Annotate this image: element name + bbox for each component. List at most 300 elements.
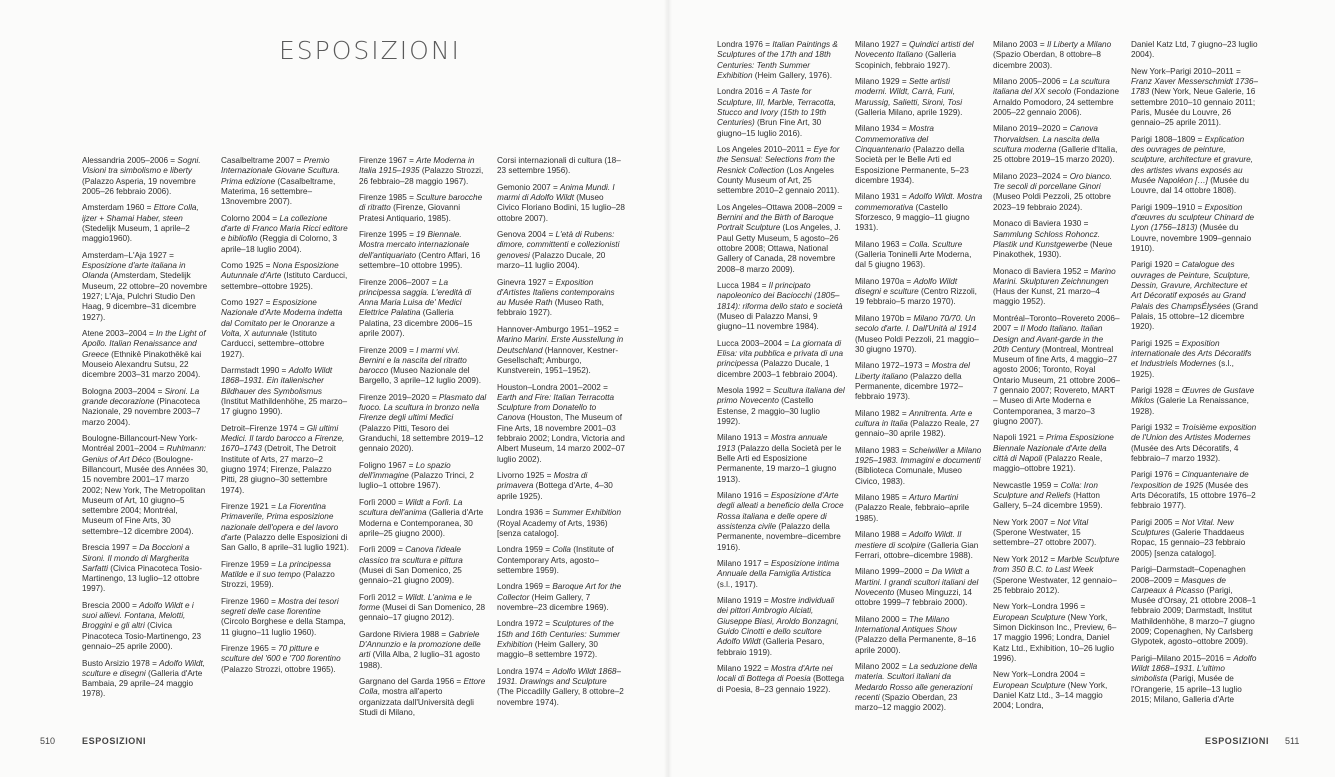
entry-place-year: Milano 1970a = <box>855 276 914 286</box>
entry-details: (Amsterdam, Stedelijk Museum, 22 ottobre–20 novembre 1927; L'Aja, Pulchri Studio Den Haag, 9 dicembre–31 dicembre 1927). <box>82 271 208 322</box>
entry-title: A Taste for Sculpture, III, Marble, Terracotta, Stucco and Ivory (15th to 19th Centuries) <box>717 87 836 128</box>
entry-title: Anima Mundi. I marmi di Adolfo Wildt <box>497 182 615 203</box>
entry-place-year: Newcastle 1959 = <box>993 480 1061 490</box>
entry-title: Adolfo Wildt e i suoi allievi. Fontana, Melotti, Broggini e gli altri <box>82 600 194 631</box>
exhibition-entry <box>359 156 487 187</box>
exhibition-entry <box>855 615 983 656</box>
exhibition-entry <box>1131 40 1259 61</box>
entry-place-year: Milano 1985 = <box>855 493 909 503</box>
exhibition-entry <box>855 361 983 402</box>
exhibition-entry <box>359 393 487 455</box>
entry-place-year: Firenze 2006–2007 = <box>359 277 439 287</box>
entry-title: Sculture barocche di ritratto <box>359 193 483 213</box>
entry-title: Sculptures of the 15th and 16th Centuries: Summer Exhibition <box>497 619 620 650</box>
exhibition-entry <box>717 433 845 484</box>
exhibition-entry <box>855 77 983 118</box>
exhibition-entry <box>497 183 625 224</box>
entry-title: Mostre individuali dei pittori Ambrogio Alciati, Giuseppe Biasi, Aroldo Bonzagni, Guido Cinotti e dello scultore Adolfo Wildt <box>717 596 839 647</box>
entry-place-year: Napoli 1921 = <box>993 433 1047 443</box>
entry-place-year: New York 2012 = <box>993 554 1058 564</box>
entry-place-year: Parigi 2005 = <box>1131 517 1182 527</box>
entry-title: La principessa saggia. L'eredità di Anna Maria Luisa de' Medici Elettrice Palatina <box>359 277 472 318</box>
entry-title: Baroque Art for the Collector <box>497 582 622 602</box>
entry-details: (Musée du Louvre, dal 14 ottobre 1808). <box>1131 175 1249 196</box>
entry-title: La giornata di Elisa: vita pubblica e privata di una principessa <box>717 338 844 369</box>
exhibition-entry <box>855 124 983 186</box>
entry-title: Catalogue des ouvrages de Peinture, Sculpture, Dessin, Gravure, Architecture et Art Décoratif exposés au Grand Palais des ChampsÉlysées <box>1131 260 1251 311</box>
exhibition-entry <box>993 481 1121 512</box>
entry-details: (Palazzo Strozzi, ottobre 1965). <box>221 664 336 674</box>
entry-title: Summer Exhibition <box>552 508 622 518</box>
text-column-8 <box>1131 40 1259 711</box>
running-footer-right: ESPOSIZIONI <box>1205 736 1270 746</box>
entry-place-year: Milano 2003 = <box>993 40 1047 49</box>
entry-details: (Villa Alba, 2 luglio–31 agosto 1988). <box>359 650 480 670</box>
entry-title: Ruhlmann: Genius of Art Déco <box>82 444 207 464</box>
exhibition-entry <box>82 203 210 244</box>
entry-details: (Galleria d'Arte Moderna e Contemporanea, 30 aprile–25 giugno 2000). <box>359 508 484 538</box>
entry-place-year: Houston–Londra 2001–2002 = <box>497 382 608 392</box>
exhibition-entry <box>359 461 487 492</box>
entry-details: (s.l., 1917). <box>717 579 758 589</box>
entry-details: (Castello Sforzesco, 9 maggio–11 giugno 1931). <box>855 202 970 233</box>
entry-place-year: Milano 1927 = <box>855 40 909 49</box>
exhibition-entry <box>497 508 625 539</box>
entry-title: Mostra annuale 1913 <box>717 433 828 453</box>
entry-details: (Palazzo della Società per le Belle Arti ed Esposizione Permanente, 5–23 dicembre 1934). <box>855 145 969 185</box>
exhibition-entry <box>1131 67 1259 129</box>
exhibition-entry <box>359 230 487 271</box>
entry-title: Cinquantenaire de l'exposition de 1925 <box>1131 470 1249 490</box>
entry-title: Il Liberty a Milano <box>1046 40 1112 49</box>
entry-title: Mostra di primavera <box>497 471 588 491</box>
entry-title: Canova Thorvaldsen. La nascita della scultura moderna <box>993 124 1100 155</box>
entry-place-year: Milano 1963 = <box>855 239 909 249</box>
entry-details: (Sperone Westwater, 12 gennaio–25 febbraio 2012). <box>993 575 1117 595</box>
entry-details: (New York, Neue Galerie, 16 settembre 2010–10 gennaio 2011; Paris, Musée du Louvre, 26 gennaio–25 aprile 2011). <box>1131 87 1256 128</box>
entry-place-year: Milano 1988 = <box>855 530 909 540</box>
entry-details: (Civica Pinacoteca Tosio-Martinengo, 23 gennaio–25 aprile 2000). <box>82 621 202 652</box>
exhibition-entry <box>497 619 625 660</box>
entry-title: Prima Esposizione Biennale Nazionale d'Arte della città di Napoli <box>993 433 1114 463</box>
exhibition-entry <box>82 251 210 323</box>
entry-place-year: Forlì 2000 = <box>359 497 406 507</box>
entry-place-year: Firenze 1967 = <box>359 156 417 165</box>
entry-place-year: Milano 2005–2006 = <box>993 77 1070 87</box>
entry-place-year: Firenze 1995 = <box>359 230 417 240</box>
entry-details: (Palazzo Asperia, 19 novembre 2005–26 febbraio 2006). <box>82 176 196 196</box>
entry-details: Corsi internazionali di cultura (18–23 settembre 1956). <box>497 156 621 176</box>
exhibition-entry <box>1131 565 1259 647</box>
exhibition-entry <box>1131 135 1259 197</box>
entry-details: (Neue Pinakothek, 1930). <box>993 239 1113 260</box>
entry-place-year: Bologna 2003–2004 = <box>82 386 165 396</box>
entry-place-year: Londra 1959 = <box>497 545 553 555</box>
entry-title: Premio Internazionale Giovane Scultura. Prima edizione <box>221 156 340 186</box>
exhibition-entry <box>717 386 845 427</box>
entry-details: (Haus der Kunst, 21 marzo–4 maggio 1952). <box>993 287 1100 307</box>
entry-place-year: Detroit–Firenze 1974 = <box>221 423 307 433</box>
exhibition-entry <box>497 383 625 465</box>
entry-details: (Fondazione Arnaldo Pomodoro, 24 settembre 2005–22 gennaio 2006). <box>993 87 1120 117</box>
entry-place-year: New York–Londra 1996 = <box>993 602 1086 612</box>
exhibition-entry <box>1131 260 1259 332</box>
entry-details: Daniel Katz Ltd, 7 giugno–23 luglio 2004). <box>1131 40 1258 60</box>
entry-place-year: Montréal–Toronto–Rovereto 2006–2007 = <box>993 313 1120 334</box>
entry-title: La collezione d'arte di Franco Maria Ricci editore e bibliofilo <box>221 213 348 244</box>
exhibition-entry <box>855 493 983 524</box>
entry-details: (Galleria Milano, aprile 1929). <box>855 107 963 117</box>
entry-title: Adolfo Wildt. Mostra commemorativa <box>855 192 983 212</box>
entry-details: (Grand Palais, 15 ottobre–12 dicembre 1920). <box>1131 301 1258 332</box>
entry-details: (Bottega di Poesia, 8–23 gennaio 1922). <box>717 674 844 694</box>
entry-place-year: Parigi 1909–1910 = <box>1131 202 1205 212</box>
entry-title: Arte Moderna in Italia 1915–1935 <box>359 156 475 176</box>
entry-title: Italian Paintings & Sculptures of the 17th and 18th Centuries: Tenth Summer Exhibition <box>717 40 838 80</box>
entry-place-year: Milano 1913 = <box>717 433 771 443</box>
entry-title: Adolfo Wildt, sculture e disegni <box>82 658 206 678</box>
exhibition-entry <box>855 662 983 713</box>
entry-details: (Castello Estense, 2 maggio–30 luglio 1992). <box>717 396 820 426</box>
text-column-7 <box>993 40 1121 718</box>
entry-place-year: Parigi 1928 = <box>1131 386 1182 396</box>
entry-title: Il principato napoleonico dei Baciocchi (1805–1814): riforma dello stato e società <box>717 280 843 311</box>
entry-place-year: Milano 1917 = <box>717 559 771 569</box>
entry-details: (Bottega d'Arte, 4–30 aprile 1925). <box>497 481 613 501</box>
entry-details: (Heim Gallery, 7 novembre–23 dicembre 1969). <box>497 592 609 612</box>
exhibition-entry <box>221 366 349 417</box>
entry-place-year: Los Angeles–Ottawa 2008–2009 = <box>717 202 843 212</box>
entry-place-year: Amsterdam 1960 = <box>82 203 154 213</box>
entry-place-year: Milano 1999–2000 = <box>855 567 932 577</box>
entry-details: (Galleria Pesaro, febbraio 1919). <box>717 637 825 657</box>
entry-title: Masques de Carpeaux à Picasso <box>1131 575 1226 595</box>
entry-details: (Palazzo della Permanente, 8–16 aprile 2000). <box>855 635 977 655</box>
entry-details: (Gallerie d'Italia, 25 ottobre 2019–15 marzo 2020). <box>993 145 1118 165</box>
entry-title: Colla: Iron Sculpture and Reliefs <box>993 480 1098 501</box>
entry-details: (Palazzo Trinci, 2 luglio–1 ottobre 1967). <box>359 471 474 491</box>
exhibition-entry <box>82 659 210 700</box>
exhibition-entry <box>993 172 1121 213</box>
entry-title: Franz Xaver Messerschmidt 1736–1783 <box>1131 77 1258 97</box>
exhibition-entry <box>359 346 487 387</box>
entry-details: (Palazzo della Società per le Belle Arti ed Esposizione Permanente, 19 marzo–1 giugno 1913). <box>717 443 842 484</box>
entry-title: Da Wildt a Martini. I grandi scultori italiani del Novecento <box>855 567 979 597</box>
exhibition-entry <box>359 593 487 624</box>
entry-place-year: Milano 1934 = <box>855 124 909 134</box>
entry-title: Colla <box>552 545 571 555</box>
exhibition-entry <box>82 434 210 537</box>
entry-place-year: Milano 1982 = <box>855 408 909 418</box>
entry-details: (Spazio Oberdan, 8 ottobre–8 dicembre 2003). <box>993 50 1101 70</box>
entry-details: (Museo di Palazzo Mansi, 9 giugno–11 novembre 1984). <box>717 311 819 332</box>
exhibition-entry <box>359 677 487 718</box>
entry-title: Sironi. La grande decorazione <box>82 386 200 406</box>
entry-details: (Palazzo Reale, 27 gennaio–30 aprile 1982). <box>855 419 980 439</box>
exhibition-entry <box>993 518 1121 549</box>
entry-details: (Institute of Contemporary Arts, agosto–settembre 1959). <box>497 545 614 575</box>
entry-details: (Palazzo della Permanente, novembre–dicembre 1916). <box>717 521 841 552</box>
entry-title: Sette artisti moderni. Wildt, Carrà, Funi, Marussig, Salietti, Sironi, Tosi <box>855 77 963 107</box>
entry-place-year: Amsterdam–L'Aja 1927 = <box>82 250 174 260</box>
entry-details: (Musée du Louvre, novembre 1909–gennaio 1910). <box>1131 223 1252 253</box>
exhibition-entry <box>993 267 1121 308</box>
entry-place-year: Milano 1916 = <box>717 491 771 501</box>
exhibition-entry <box>993 77 1121 118</box>
entry-title: Adolfo Wildt 1868–1931. Ein italienischer Bildhauer des Symbolismus <box>221 366 333 396</box>
entry-place-year: Colorno 2004 = <box>221 213 280 223</box>
text-column-4 <box>497 156 625 714</box>
entry-details: (Galleria Scopinich, febbraio 1927). <box>855 50 957 70</box>
entry-title: Wildt a Forlì. La scultura dell'anima <box>359 497 463 518</box>
exhibition-entry <box>82 543 210 594</box>
entry-place-year: Londra 1974 = <box>497 666 553 676</box>
exhibition-entry <box>855 240 983 271</box>
exhibition-entry <box>221 424 349 496</box>
entry-title: Adolfo Wildt. Il mestiere di scolpire <box>855 530 962 550</box>
entry-details: (Institut Mathildenhöhe, 25 marzo–17 giugno 1990). <box>221 396 348 417</box>
exhibition-entry <box>82 387 210 428</box>
text-column-1 <box>82 156 210 706</box>
entry-title: Esposizione d'arte italiana in Olanda <box>82 261 186 281</box>
exhibition-entry <box>221 298 349 360</box>
entry-details: (Galleria d'Arte Bambaia, 29 aprile–24 maggio 1978). <box>82 668 203 699</box>
entry-details: (New York, Simon Dickinson Inc., Preview, 6–17 maggio 1996; Londra, Daniel Katz Ltd., Exhibition, 10–26 luglio 1996). <box>993 612 1117 663</box>
exhibition-entry <box>993 602 1121 664</box>
exhibition-entry <box>221 560 349 591</box>
exhibition-entry <box>82 156 210 197</box>
entry-details: (Sperone Westwater, 15 settembre–27 ottobre 2007). <box>993 528 1097 548</box>
entry-title: Ettore Colla <box>359 677 486 697</box>
entry-details: (Detroit, The Detroit Institute of Arts, 27 marzo–2 giugno 1974; Firenze, Palazzo Pitti, 28 giugno–30 settembre 1974). <box>221 444 336 495</box>
entry-place-year: New York–Parigi 2010–2011 = <box>1131 66 1241 76</box>
entry-place-year: Londra 2016 = <box>717 87 773 97</box>
entry-details: (Musei di San Domenico, 25 gennaio–21 giugno 2009). <box>359 565 462 586</box>
entry-title: Adolfo Wildt 1868–1931. Drawings and Sculpture <box>497 666 621 687</box>
entry-place-year: Parigi 1976 = <box>1131 470 1182 480</box>
entry-title: Mostra del Liberty italiano <box>855 361 970 381</box>
entry-title: Esposizione intima Annuale della Famiglia Artistica <box>717 559 840 579</box>
exhibition-entry <box>855 314 983 355</box>
exhibition-entry <box>717 596 845 658</box>
exhibition-entry <box>855 530 983 561</box>
entry-details: (Galerie La Renaissance, 1928). <box>1131 396 1249 416</box>
exhibition-entry <box>82 329 210 380</box>
page-title: ESPOSIZIONI <box>279 36 461 65</box>
entry-details: (Palazzo Strozzi, 26 febbraio–28 maggio 1967). <box>359 166 484 186</box>
exhibition-entry <box>82 601 210 652</box>
entry-title: Exposition internationale des Arts Décoratifs et Industriels Modernes <box>1131 338 1252 369</box>
entry-details: (Museo Rath, febbraio 1927). <box>497 298 604 318</box>
entry-place-year: Milano 1919 = <box>717 596 771 606</box>
entry-place-year: Firenze 1965 = <box>221 644 279 654</box>
exhibition-entry <box>993 219 1121 260</box>
entry-place-year: Gemonio 2007 = <box>497 182 561 192</box>
entry-details: (Houston, The Museum of Fine Arts, 18 novembre 2001–03 febbraio 2002; Londra, Victoria and Albert Museum, 14 marzo 2002–07 luglio 2002). <box>497 413 625 464</box>
exhibition-entry <box>855 567 983 608</box>
entry-place-year: New York 2007 = <box>993 517 1058 527</box>
entry-place-year: Genova 2004 = <box>497 230 556 240</box>
entry-details: (Parigi, Musée d'Orsay, 21 ottobre 2008–1 febbraio 2009; Darmstadt, Institut Mathildenhöhe, 8 marzo–7 giugno 2009; Copenaghen, Ny Carlsberg Glypotek, agosto–ottobre 2009). <box>1131 585 1257 647</box>
entry-place-year: Darmstadt 1990 = <box>221 366 289 376</box>
entry-details: (Pinacoteca Nazionale, 29 novembre 2003–7 marzo 2004). <box>82 396 201 427</box>
entry-title: La Fiorentina Primaverile, Prima esposizione nazionale dell'opera e del lavoro d'arte <box>221 502 339 542</box>
entry-title: La seduzione della materia. Scultori italiani da Medardo Rosso alle generazioni recenti <box>855 662 978 702</box>
entry-place-year: New York–Londra 2004 = <box>993 670 1086 680</box>
exhibition-entry <box>221 156 349 207</box>
exhibition-entry <box>1131 423 1259 464</box>
entry-details: (s.l., 1925). <box>1131 359 1234 379</box>
entry-place-year: Londra 1972 = <box>497 619 553 629</box>
entry-place-year: Firenze 1960 = <box>221 596 279 606</box>
entry-place-year: Ginevra 1927 = <box>497 277 556 287</box>
entry-title: Arturo Martini <box>908 493 959 503</box>
entry-place-year: Milano 1931 = <box>855 192 909 202</box>
entry-place-year: Livorno 1925 = <box>497 471 554 481</box>
entry-title: Oro bianco. Tre secoli di porcellane Ginori <box>993 171 1113 192</box>
entry-title: Milano 70/70. Un secolo d'arte. I. Dall'Unità al 1914 <box>855 313 977 334</box>
entry-place-year: Parigi 1932 = <box>1131 423 1182 433</box>
entry-title: I marmi vivi. Bernini e la nascita del ritratto barocco <box>359 345 467 376</box>
entry-title: European Sculpture <box>993 612 1066 622</box>
entry-details: (Stedelijk Museum, 1 aprile–2 maggio1960). <box>82 223 190 244</box>
exhibition-entry <box>1131 386 1259 417</box>
entry-title: Mostra Commemorativa del Cinquantenario <box>855 124 934 155</box>
entry-title: La scultura italiana del XX secolo <box>993 77 1110 97</box>
exhibition-entry <box>717 145 845 196</box>
entry-place-year: Firenze 2009 = <box>359 345 417 355</box>
entry-details: (Museo Civico Floriano Bodini, 15 luglio–28 ottobre 2007). <box>497 193 625 223</box>
entry-title: Sammlung Schloss Rohoncz. Plastik und Kunstgewerbe <box>993 229 1100 249</box>
entry-title: Troisième exposition de l'Union des Artistes Modernes <box>1131 423 1257 443</box>
exhibition-entry <box>1131 339 1259 380</box>
entry-place-year: Londra 1969 = <box>497 582 553 592</box>
entry-place-year: Como 1927 = <box>221 298 273 308</box>
entry-title: Eye for the Sensual: Selections from the Resnick Collection <box>717 145 840 175</box>
exhibition-entry <box>497 325 625 376</box>
entry-title: La principessa Matilde e il suo tempo <box>221 559 331 579</box>
exhibition-entry <box>717 281 845 332</box>
exhibition-entry <box>221 597 349 638</box>
entry-details: (New York, Daniel Katz Ltd., 3–14 maggio 2004; Londra, <box>993 680 1108 711</box>
exhibition-entry <box>993 124 1121 165</box>
exhibition-entry <box>221 261 349 292</box>
exhibition-entry <box>359 630 487 671</box>
entry-title: Quindici artisti del Novecento Italiano <box>855 40 974 60</box>
entry-details: (Civica Pinacoteca Tosio-Martinengo, 13 luglio–12 ottobre 1997). <box>82 563 202 594</box>
page-gutter <box>664 0 672 777</box>
entry-title: Mostra d'Arte nei locali di Bottega di Poesia <box>717 664 833 684</box>
entry-title: L'età di Rubens: dimore, committenti e collezionisti genovesi <box>497 230 620 260</box>
entry-title: Gli ultimi Medici. Il tardo barocco a Firenze, 1670–1743 <box>221 423 345 454</box>
entry-place-year: Parigi 1925 = <box>1131 338 1182 348</box>
entry-details: (Galleria Toninelli Arte Moderna, dal 5 giugno 1963). <box>855 250 972 270</box>
entry-title: Da Boccioni a Sironi. Il mondo di Margherita Sarfatti <box>82 543 190 573</box>
entry-title: Adolfo Wildt 1868–1931. L'ultimo simbolista <box>1131 653 1257 684</box>
entry-place-year: Casalbeltrame 2007 = <box>221 156 304 165</box>
entry-title: Lo spazio dell'immagine <box>359 460 451 481</box>
exhibition-entry <box>855 192 983 233</box>
exhibition-entry <box>993 433 1121 474</box>
entry-title: Mostra dei tesori segreti delle case fiorentine <box>221 596 339 617</box>
entry-title: Exposition d'Artistes Italiens contemporains au Musée Rath <box>497 277 615 308</box>
entry-title: Esposizione d'Arte degli alleati a beneficio della Croce Rossa italiana e delle opere di assistenza civile <box>717 491 844 531</box>
entry-details: (Casalbeltrame, Materima, 16 settembre–13novembre 2007). <box>221 176 336 207</box>
entry-place-year: Brescia 1997 = <box>82 543 140 553</box>
entry-place-year: Lucca 2003–2004 = <box>717 338 792 348</box>
entry-details: (Palazzo Ducale, 1 dicembre 2003–1 febbraio 2004). <box>717 359 838 379</box>
entry-place-year: Alessandria 2005–2006 = <box>82 156 178 165</box>
entry-details: (Galleria Gian Ferrari, ottobre–dicembre 1988). <box>855 540 979 560</box>
entry-place-year: Atene 2003–2004 = <box>82 329 156 339</box>
entry-details: (Boulogne-Billancourt, Musée des Années 30, 15 novembre 2001–17 marzo 2002; New York, The Metropolitan Museum of Art, 10 giugno–5 settembre 2004; Montréal, Museum of Fine Arts, 30 settembre–12 dicembre 2004). <box>82 454 209 536</box>
exhibition-entry <box>359 278 487 340</box>
entry-title: Œuvres de Gustave Miklos <box>1131 386 1255 406</box>
exhibition-entry <box>1131 470 1259 511</box>
entry-details: (Spazio Oberdan, 23 marzo–12 maggio 2002). <box>855 692 958 713</box>
entry-title: Marble Sculpture from 350 B.C. to Last Week <box>993 554 1120 575</box>
exhibition-entry <box>497 278 625 319</box>
entry-place-year: Milano 1972–1973 = <box>855 361 932 371</box>
entry-place-year: Firenze 1921 = <box>221 502 279 512</box>
entry-details: (Palazzo delle Esposizioni di San Gallo, 8 aprile–31 luglio 1921). <box>221 532 349 553</box>
text-column-6 <box>855 40 983 720</box>
entry-details: (Istituto Carducci, settembre–ottobre 1927). <box>221 329 325 359</box>
entry-place-year: Forlì 2012 = <box>359 592 406 602</box>
exhibition-entry <box>717 339 845 380</box>
exhibition-entry <box>497 230 625 271</box>
exhibition-entry <box>855 40 983 71</box>
exhibition-entry <box>993 40 1121 71</box>
entry-title: European Sculpture <box>993 680 1066 690</box>
entry-place-year: Gardone Riviera 1988 = <box>359 629 449 639</box>
entry-title: Scultura italiana del primo Novecento <box>717 386 845 406</box>
exhibition-entry <box>221 644 349 675</box>
exhibition-entry <box>717 87 845 138</box>
entry-place-year: Milano 2000 = <box>855 614 909 624</box>
page-number-right: 511 <box>1285 736 1300 746</box>
entry-place-year: Milano 1970b = <box>855 313 914 323</box>
exhibition-entry <box>221 502 349 553</box>
running-footer-left: ESPOSIZIONI <box>82 736 147 746</box>
entry-title: Bernini and the Birth of Baroque Portrait Sculpture <box>717 213 834 233</box>
entry-title: Nona Esposizione Autunnale d'Arte <box>221 261 339 281</box>
entry-title: The Milano International Antiques Show <box>855 614 957 634</box>
entry-details: (Heim Gallery, 1976). <box>752 70 832 80</box>
entry-details: (Palazzo Ducale, 20 marzo–11 luglio 2004). <box>497 250 606 271</box>
entry-title: Gabriele D'Annunzio e la promozione delle arti <box>359 629 481 660</box>
entry-place-year: Firenze 1985 = <box>359 193 417 203</box>
entry-details: (Galerie Thaddaeus Ropac, 15 gennaio–23 febbraio 2005) [senza catalogo]. <box>1131 528 1246 558</box>
entry-details: (Museo Minguzzi, 14 ottobre 1999–7 febbraio 2000). <box>855 587 972 608</box>
entry-title: Canova l'ideale classico tra scultura e pittura <box>359 545 463 565</box>
entry-place-year: Parigi 1920 = <box>1131 260 1182 270</box>
entry-place-year: Forlì 2009 = <box>359 545 406 555</box>
exhibition-entry <box>497 156 625 177</box>
entry-details: (Galleria Palatina, 23 dicembre 2006–15 aprile 2007). <box>359 308 473 339</box>
entry-details: (Museo Nazionale del Bargello, 3 aprile–12 luglio 2009). <box>359 366 481 386</box>
entry-place-year: Boulogne-Billancourt-New York-Montréal 2001–2004 = <box>82 434 198 454</box>
exhibition-entry <box>855 446 983 487</box>
entry-place-year: Hannover-Amburgo 1951–1952 = <box>497 324 619 334</box>
page-number-left: 510 <box>40 736 56 746</box>
text-column-2 <box>221 156 349 681</box>
entry-details: (Palazzo della Permanente, dicembre 1972–febbraio 1973). <box>855 371 963 402</box>
entry-title: Scheiwiller a Milano 1925–1983. Immagini e documenti <box>855 445 982 466</box>
entry-place-year: Monaco di Baviera 1930 = <box>993 219 1089 229</box>
entry-details: (Museo Poldi Pezzoli, 21 maggio–30 giugno 1970). <box>855 334 979 354</box>
entry-title: Il Modo Italiano. Italian Design and Avant-garde in the 20th Century <box>993 324 1104 354</box>
